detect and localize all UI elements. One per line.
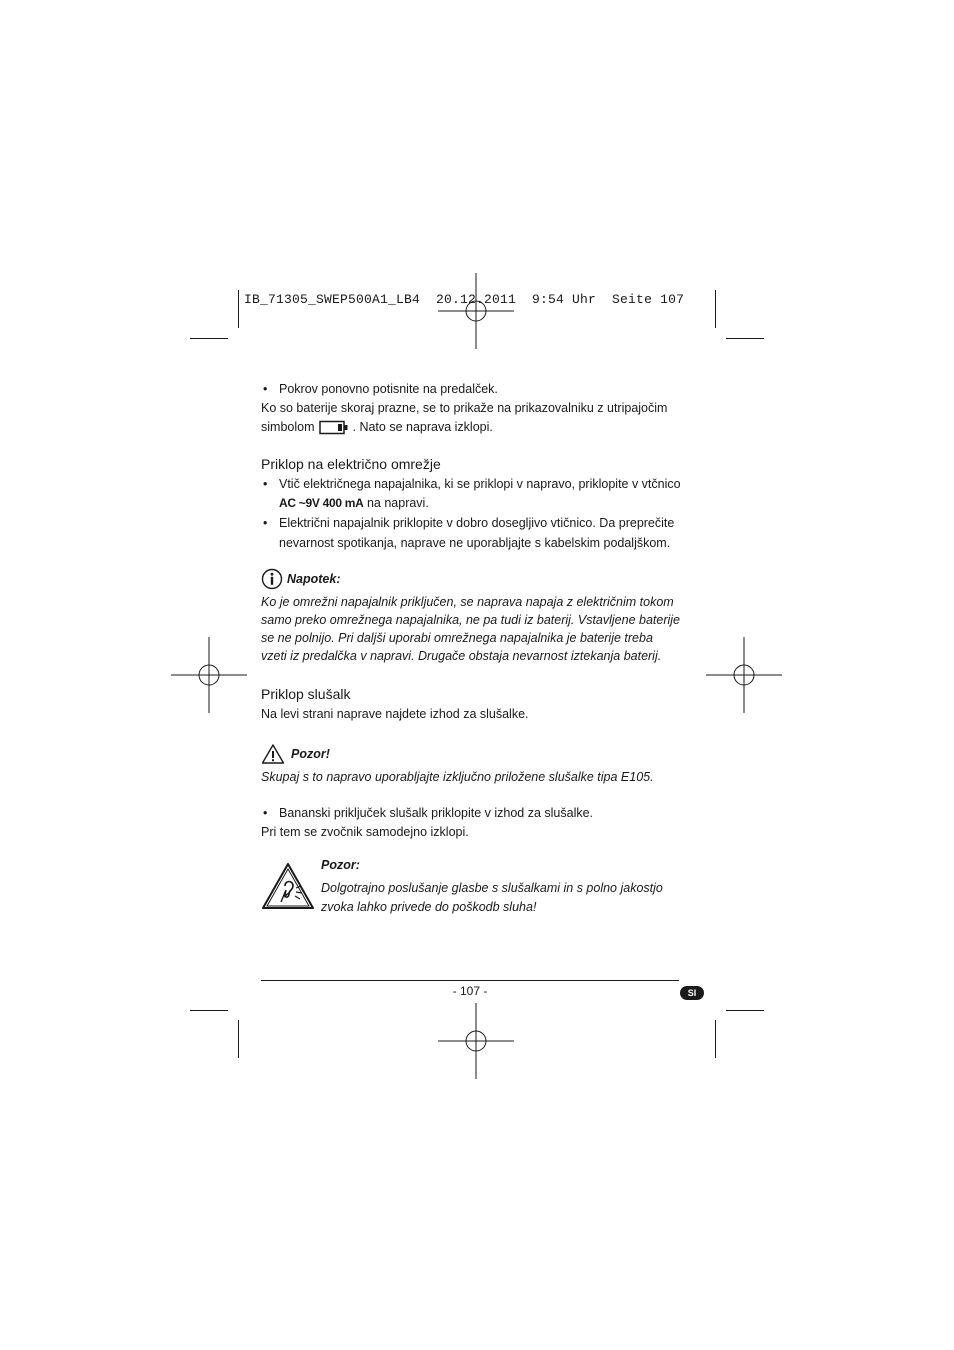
footer-divider [261,980,679,981]
print-slug: IB_71305_SWEP500A1_LB4 20.12.2011 9:54 Uhr Seite 107 [244,292,685,307]
note-line: vzeti iz predalčka v napravi. Drugače obstaja nevarnost iztekanja baterij. [261,649,662,663]
text-segment: simbolom [261,420,315,434]
hearing-warning [261,858,681,922]
list-item [261,380,681,399]
crop-mark [190,338,228,339]
list-item [261,513,681,553]
text-segment: . Nato se naprava izklopi. [352,420,493,434]
crop-mark [726,1010,764,1011]
crop-mark [715,1020,716,1058]
list-item [261,804,681,823]
speaker-text: Pri tem se zvočnik samodejno izklopi. [261,825,469,839]
caution-header [261,742,681,766]
page-number: - 107 - [452,984,488,998]
bullet-text: na napravi. [363,496,429,510]
note-header [261,567,681,591]
note-line: se ne polnijo. Pri daljši uporabi omrežnega napajalnika je baterije treba [261,631,653,645]
caution-text: Skupaj s to napravo uporabljajte izključno priložene slušalke tipa E105. [261,770,654,784]
caution-title: Pozor! [291,746,330,761]
headphones-text: Na levi strani naprave najdete izhod za slušalke. [261,707,529,721]
caution-line: Dolgotrajno poslušanje glasbe s slušalkami in s polno jakostjo [321,881,663,895]
crop-mark [190,1010,228,1011]
language-badge: SI [680,986,704,1000]
registration-mark-bottom [438,1003,514,1079]
section-heading: Priklop slušalk [261,686,351,702]
warning-triangle-icon [261,743,285,765]
crop-mark [238,290,239,328]
bullet-text: nevarnost spotikanja, naprave ne uporabljajte s kabelskim podaljškom. [279,536,671,550]
battery-warning-line [261,418,681,437]
battery-warning-line: Ko so baterije skoraj prazne, se to prikaže na prikazovalniku z utripajočim [261,401,668,415]
registration-mark-top [438,273,514,349]
section-heading: Priklop na električno omrežje [261,456,441,472]
bullet-text: Bananski priključek slušalk priklopite v izhod za slušalke. [279,806,594,820]
bullet-text: Pokrov ponovno potisnite na predalček. [279,382,498,396]
bullet-text: Vtič električnega napajalnika, ki se priklopi v napravo, priklopite v vtčnico [279,477,681,491]
power-spec: AC ~9V 400 mA [279,496,364,510]
bullet-text: Električni napajalnik priklopite v dobro dosegljivo vtičnico. Da preprečite [279,516,675,530]
note-body [261,593,681,665]
crop-mark [715,290,716,328]
caution-line: zvoka lahko privede do poškodb sluha! [321,900,537,914]
info-icon [261,568,283,590]
page-content [261,380,681,922]
note-line: samo preko omrežnega napajalnika, ne pa tudi iz baterij. Vstavljene baterije [261,613,680,627]
crop-mark [726,338,764,339]
registration-mark-left [171,637,247,713]
registration-mark-right [706,637,782,713]
hearing-damage-warning-icon [261,862,315,910]
list-item [261,475,681,513]
note-title: Napotek: [287,571,341,586]
caution-title: Pozor: [321,858,360,872]
note-line: Ko je omrežni napajalnik priključen, se naprava napaja z električnim tokom [261,595,674,609]
crop-mark [238,1020,239,1058]
battery-icon [319,420,349,435]
